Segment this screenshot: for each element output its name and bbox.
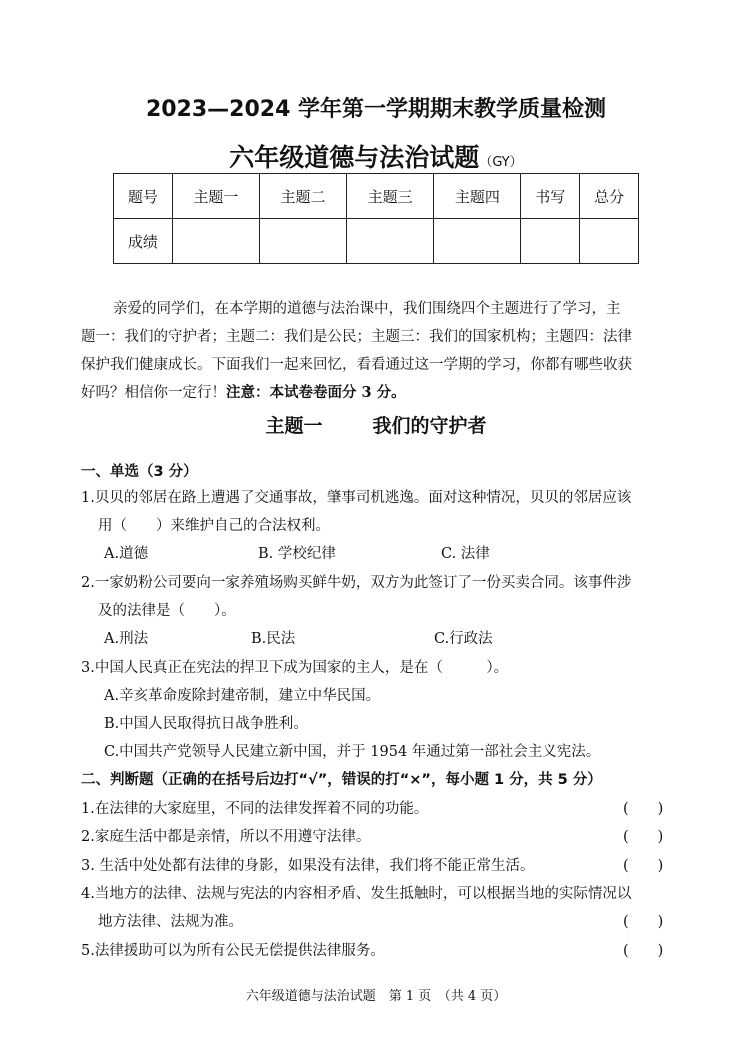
tf-item-2: 2.家庭生活中都是亲情，所以不用遵守法律。 — [81, 829, 371, 845]
score-header-cell: 总分 — [580, 174, 639, 219]
tf-answer-5[interactable]: ( ) — [623, 943, 664, 959]
q2-option-c[interactable]: C.行政法 — [434, 631, 493, 647]
page-footer: 六年级道德与法治试题 第 1 页 （共 4 页） — [245, 989, 507, 1004]
q3-option-a[interactable]: A.辛亥革命废除封建帝制，建立中华民国。 — [104, 688, 381, 704]
score-table — [113, 173, 639, 264]
score-header-cell: 主题三 — [347, 174, 434, 219]
score-input-cell[interactable] — [521, 219, 580, 264]
score-table-header-row — [114, 174, 639, 219]
score-input-cell[interactable] — [259, 219, 346, 264]
q1-option-c[interactable]: C. 法律 — [441, 546, 490, 562]
score-header-cell: 书写 — [521, 174, 580, 219]
score-row-label: 成绩 — [114, 219, 173, 264]
tf-item-1: 1.在法律的大家庭里，不同的法律发挥着不同的功能。 — [81, 801, 429, 817]
q2-stem-line2: 及的法律是（ ）。 — [98, 603, 236, 619]
q1-option-a[interactable]: A.道德 — [104, 546, 149, 562]
tf-answer-3[interactable]: ( ) — [623, 858, 664, 874]
exam-title-text: 六年级道德与法治试题 — [229, 143, 480, 172]
topic-label: 主题一 — [265, 415, 323, 437]
tf-answer-4[interactable]: ( ) — [623, 914, 664, 930]
score-input-cell[interactable] — [434, 219, 521, 264]
score-input-cell[interactable] — [347, 219, 434, 264]
q2-option-b[interactable]: B.民法 — [251, 631, 296, 647]
score-input-cell[interactable] — [172, 219, 259, 264]
tf-item-4-line2: 地方法律、法规为准。 — [98, 914, 243, 930]
intro-encouragement: 好吗？相信你一定行！ — [81, 385, 226, 401]
tf-item-5: 5.法律援助可以为所有公民无偿提供法律服务。 — [81, 943, 385, 959]
exam-title-line1: 2023—2024 学年第一学期期末教学质量检测 — [145, 97, 607, 122]
score-header-cell: 主题二 — [259, 174, 346, 219]
q2-stem-line1: 2.一家奶粉公司要向一家养殖场购买鲜牛奶，双方为此签订了一份买卖合同。该事件涉 — [81, 575, 632, 591]
q2-option-a[interactable]: A.刑法 — [104, 631, 149, 647]
exam-title-main — [0, 138, 752, 174]
tf-item-3: 3. 生活中处处都有法律的身影，如果没有法律，我们将不能正常生活。 — [81, 858, 535, 874]
score-input-cell[interactable] — [580, 219, 639, 264]
q3-stem: 3.中国人民真正在宪法的捍卫下成为国家的主人，是在（ ）。 — [81, 660, 509, 676]
score-table-score-row — [114, 219, 639, 264]
tf-answer-1[interactable]: ( ) — [623, 801, 664, 817]
topic-heading — [0, 411, 752, 438]
q3-option-b[interactable]: B.中国人民取得抗日战争胜利。 — [104, 716, 308, 732]
q1-stem-line2: 用（ ）来维护自己的合法权利。 — [98, 518, 330, 534]
intro-line-3: 保护我们健康成长。下面我们一起来回忆，看看通过这一学期的学习，你都有哪些收获 — [81, 357, 632, 373]
topic-name: 我们的守护者 — [372, 415, 487, 437]
exam-code: （GY） — [479, 155, 523, 170]
score-header-cell: 主题一 — [172, 174, 259, 219]
q3-option-c[interactable]: C.中国共产党领导人民建立新中国，并于 1954 年通过第一部社会主义宪法。 — [104, 744, 601, 760]
q1-stem-line1: 1.贝贝的邻居在路上遭遇了交通事故，肇事司机逃逸。面对这种情况，贝贝的邻居应该 — [81, 490, 632, 506]
q1-option-b[interactable]: B. 学校纪律 — [258, 546, 336, 562]
tf-item-4-line1: 4.当地方的法律、法规与宪法的内容相矛盾、发生抵触时，可以根据当地的实际情况以 — [81, 886, 632, 902]
section2-heading: 二、判断题（正确的在括号后边打“√”，错误的打“×”，每小题 1 分，共 5 分） — [81, 772, 602, 788]
score-header-cell: 主题四 — [434, 174, 521, 219]
intro-line-1: 亲爱的同学们，在本学期的道德与法治课中，我们围绕四个主题进行了学习，主 — [113, 301, 621, 317]
tf-answer-2[interactable]: ( ) — [623, 829, 664, 845]
intro-line-4 — [81, 381, 406, 402]
intro-line-2: 题一：我们的守护者；主题二：我们是公民；主题三：我们的国家机构；主题四：法律 — [81, 329, 632, 345]
score-header-cell: 题号 — [114, 174, 173, 219]
section1-heading: 一、单选（3 分） — [81, 464, 198, 480]
intro-note: 注意：本试卷卷面分 3 分。 — [226, 384, 406, 401]
